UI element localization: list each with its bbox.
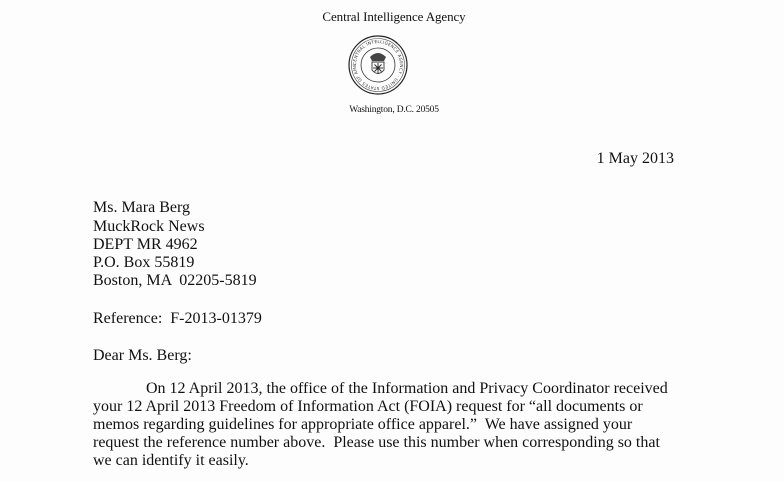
letter-date: 1 May 2013 [596, 150, 674, 167]
agency-address: Washington, D.C. 20505 [349, 105, 439, 115]
body-line: request the reference number above. Please use this number when corresponding so that [93, 434, 660, 451]
body-line: memos regarding guidelines for appropriate office apparel.” We have assigned your [93, 416, 633, 433]
svg-text:CENTRAL INTELLIGENCE AGENCY · [348, 35, 404, 91]
agency-name: Central Intelligence Agency [322, 9, 466, 24]
salutation: Dear Ms. Berg: [93, 347, 192, 364]
reference-number: Reference: F-2013-01379 [93, 310, 262, 327]
recipient-organization: MuckRock News [93, 218, 205, 235]
recipient-city-state-zip: Boston, MA 02205-5819 [93, 272, 257, 289]
body-line: we can identify it easily. [93, 452, 249, 469]
recipient-po-box: P.O. Box 55819 [93, 254, 195, 271]
recipient-department: DEPT MR 4962 [93, 236, 198, 253]
seal-ring-text: CENTRAL INTELLIGENCE AGENCY · UNITED STATES OF AME [351, 38, 405, 92]
body-line: On 12 April 2013, the office of the Information and Privacy Coordinator received [146, 380, 668, 397]
recipient-name: Ms. Mara Berg [93, 199, 191, 216]
cia-seal-icon [348, 35, 408, 95]
body-line: your 12 April 2013 Freedom of Information Act (FOIA) request for “all documents or [93, 398, 643, 415]
